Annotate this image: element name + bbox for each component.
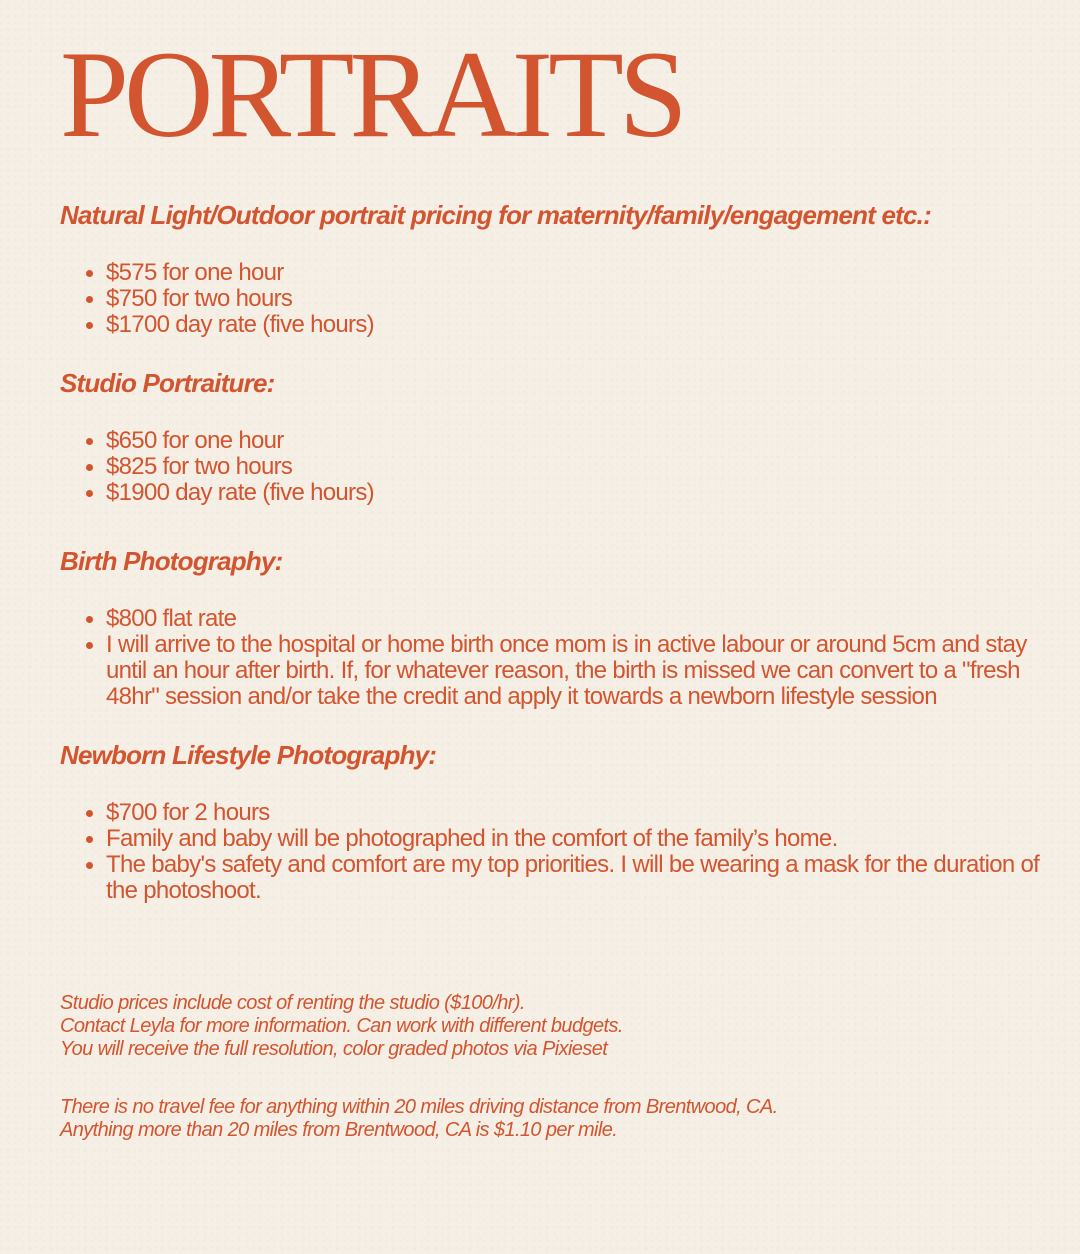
price-list-studio	[60, 428, 1040, 506]
price-list-birth	[60, 606, 1040, 710]
page-title: PORTRAITS	[60, 26, 683, 163]
list-item: $825 for two hours	[106, 454, 1040, 480]
list-item: $650 for one hour	[106, 428, 1040, 454]
pricing-document	[60, 26, 1040, 1142]
section-heading-newborn: Newborn Lifestyle Photography:	[60, 740, 437, 770]
section-birth	[60, 546, 1040, 710]
note-line: Anything more than 20 miles from Brentwood, CA is $1.10 per mile.	[60, 1119, 618, 1141]
list-item: $750 for two hours	[106, 286, 1040, 312]
section-newborn	[60, 740, 1040, 904]
section-studio	[60, 368, 1040, 506]
note-line: There is no travel fee for anything within 20 miles driving distance from Brentwood, CA.	[60, 1096, 778, 1118]
list-item: $1700 day rate (five hours)	[106, 312, 1040, 338]
note-line: Contact Leyla for more information. Can work with different budgets.	[60, 1015, 623, 1037]
note-line: Studio prices include cost of renting the studio ($100/hr).	[60, 992, 525, 1014]
list-item: $800 flat rate	[106, 606, 1040, 632]
price-list-newborn	[60, 800, 1040, 904]
note-line: You will receive the full resolution, color graded photos via Pixieset	[60, 1038, 608, 1060]
section-heading-outdoor: Natural Light/Outdoor portrait pricing for maternity/family/engagement etc.:	[60, 200, 931, 230]
list-item: The baby's safety and comfort are my top priorities. I will be wearing a mask for the duration of the photoshoot.	[106, 851, 1040, 904]
list-item: I will arrive to the hospital or home birth once mom is in active labour or around 5cm and stay until an hour after birth. If, for whatever reason, the birth is missed we can convert to a "fresh 48hr" session and/or take the credit and apply it towards a newborn lifestyle session	[106, 632, 1040, 710]
section-outdoor	[60, 200, 1040, 338]
section-heading-studio: Studio Portraiture:	[60, 368, 275, 398]
section-heading-birth: Birth Photography:	[60, 546, 283, 576]
list-item: $575 for one hour	[106, 260, 1040, 286]
price-list-outdoor	[60, 260, 1040, 338]
list-item: Family and baby will be photographed in the comfort of the family’s home.	[106, 826, 1040, 852]
notes-block	[60, 992, 1040, 1142]
list-item: $1900 day rate (five hours)	[106, 480, 1040, 506]
list-item: $700 for 2 hours	[106, 800, 1040, 826]
